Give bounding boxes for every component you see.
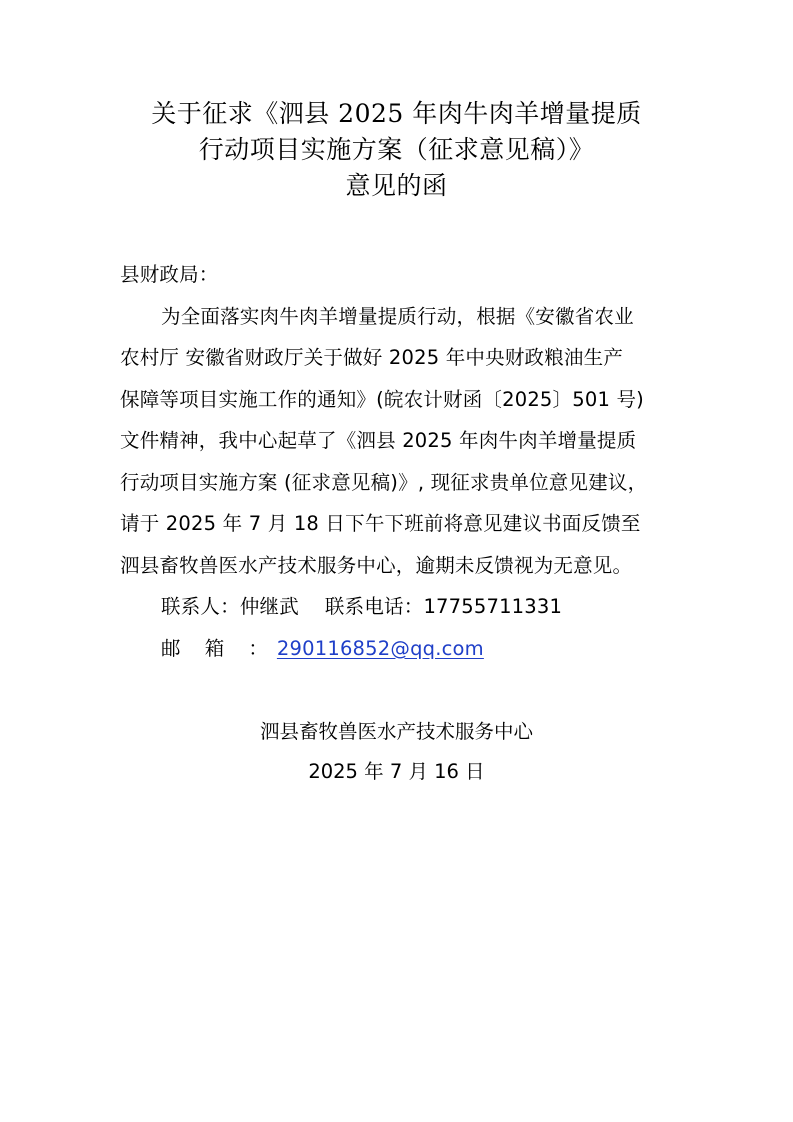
body-line-4: 文件精神，我中心起草了《泗县 2025 年肉牛肉羊增量提质 (120, 429, 637, 452)
email-line (120, 628, 680, 670)
title-line-3: 意见的函 (345, 171, 448, 200)
body-line-7: 泗县畜牧兽医水产技术服务中心，逾期未反馈视为无意见。 (120, 553, 633, 577)
email-link[interactable]: 290116852@qq.com (276, 636, 484, 660)
letter-body (120, 254, 680, 669)
contact-phone-label: 联系电话： (324, 595, 424, 618)
body-line-5: 行动项目实施方案 (征求意见稿)》, 现征求贵单位意见建议， (120, 470, 648, 494)
signature-date: 2025 年 7 月 16 日 (308, 760, 485, 783)
title-line-1: 关于征求《泗县 2025 年肉牛肉羊增量提质 (151, 99, 642, 128)
document-title (0, 96, 793, 204)
email-label: 邮 箱 ： (161, 636, 277, 660)
body-line-2: 农村厅 安徽省财政厅关于做好 2025 年中央财政粮油生产 (120, 346, 624, 369)
body-line-1: 为全面落实肉牛肉羊增量提质行动，根据《安徽省农业 (161, 304, 634, 328)
title-line-2: 行动项目实施方案（征求意见稿）》 (198, 135, 595, 164)
contact-person-label: 联系人： (161, 595, 240, 618)
contact-line (120, 586, 680, 628)
contact-phone-number: 17755711331 (423, 595, 563, 618)
salutation: 县财政局： (120, 263, 219, 286)
contact-person-name: 仲继武 (239, 595, 299, 618)
body-line-6: 请于 2025 年 7 月 18 日下午下班前将意见建议书面反馈至 (120, 512, 641, 535)
signature-organization: 泗县畜牧兽医水产技术服务中心 (259, 720, 533, 743)
body-line-3: 保障等项目实施工作的通知》(皖农计财函〔2025〕501 号) (120, 387, 644, 411)
